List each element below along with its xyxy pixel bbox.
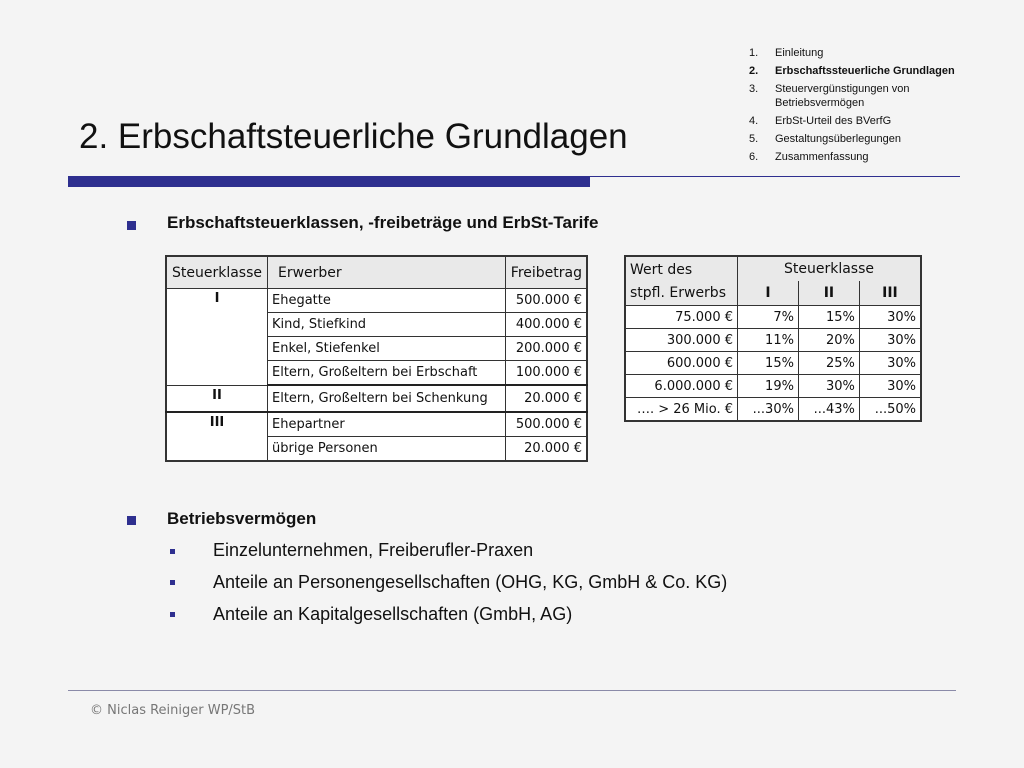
footer-divider	[68, 690, 956, 691]
column-header-class-iii: III	[859, 281, 921, 305]
agenda-item-bverfg	[749, 114, 979, 128]
column-header-class-i: I	[738, 281, 799, 305]
bullet-small-icon	[170, 612, 175, 617]
freibetrag-cell: 100.000 €	[506, 361, 588, 386]
steuerklasse-cell: III	[166, 412, 268, 461]
erwerber-cell: Kind, Stiefkind	[268, 313, 506, 337]
rate-cell: 30%	[859, 375, 921, 398]
rate-cell: 30%	[859, 329, 921, 352]
list-item: Anteile an Personengesellschaften (OHG, KG, GmbH & Co. KG)	[213, 572, 728, 592]
agenda-item-number: 3.	[749, 83, 759, 95]
wert-cell: 75.000 €	[625, 306, 738, 329]
freibetrag-cell: 400.000 €	[506, 313, 588, 337]
wert-cell: …. > 26 Mio. €	[625, 398, 738, 422]
table-row	[625, 329, 921, 352]
agenda-item-label: Einleitung	[775, 47, 824, 59]
header-wert-line1: Wert des	[630, 262, 693, 278]
table-row	[166, 385, 587, 412]
rate-cell: 11%	[738, 329, 799, 352]
rate-cell: 30%	[859, 352, 921, 375]
steuerklasse-cell: II	[166, 385, 268, 412]
bullet-square-icon	[127, 516, 136, 525]
rate-cell: 25%	[798, 352, 859, 375]
erwerber-cell: Ehepartner	[268, 412, 506, 437]
rate-cell: 20%	[798, 329, 859, 352]
table-row	[166, 289, 587, 313]
erwerber-cell: Eltern, Großeltern bei Schenkung	[268, 385, 506, 412]
erwerber-cell: Enkel, Stiefenkel	[268, 337, 506, 361]
rate-cell: 15%	[738, 352, 799, 375]
table-row	[625, 375, 921, 398]
agenda-item-number: 2.	[749, 65, 759, 77]
agenda-item-number: 1.	[749, 47, 759, 59]
rate-cell: 30%	[798, 375, 859, 398]
erwerber-cell: Ehegatte	[268, 289, 506, 313]
wert-cell: 300.000 €	[625, 329, 738, 352]
list-item: Anteile an Kapitalgesellschaften (GmbH, AG)	[213, 604, 573, 624]
rate-cell: ...30%	[738, 398, 799, 422]
rate-cell: 7%	[738, 306, 799, 329]
table-row	[166, 412, 587, 437]
rate-cell: ...50%	[859, 398, 921, 422]
freibetrag-cell: 500.000 €	[506, 289, 588, 313]
section-heading-betriebsvermoegen: Betriebsvermögen	[167, 509, 317, 528]
table-header-row	[166, 256, 587, 289]
freibetrag-table	[165, 255, 588, 462]
bullet-small-icon	[170, 580, 175, 585]
agenda-item-einleitung	[749, 46, 979, 60]
column-header-freibetrag: Freibetrag	[506, 256, 588, 289]
agenda-item-label: Zusammenfassung	[775, 151, 869, 163]
agenda-item-number: 4.	[749, 115, 759, 127]
agenda-item-gestaltung	[749, 132, 979, 146]
agenda-list	[749, 46, 979, 168]
column-header-class-ii: II	[798, 281, 859, 305]
title-accent-bar	[68, 176, 590, 187]
column-header-erwerber: Erwerber	[268, 256, 506, 289]
agenda-item-label: Erbschaftssteuerliche Grundlagen	[775, 65, 955, 77]
table-header-row	[625, 256, 921, 281]
column-header-steuerklasse: Steuerklasse	[166, 256, 268, 289]
column-header-wert	[625, 256, 738, 306]
bullet-small-icon	[170, 549, 175, 554]
steuerklasse-cell: I	[166, 289, 268, 386]
agenda-item-label: Gestaltungsüberlegungen	[775, 133, 901, 145]
rate-cell: 19%	[738, 375, 799, 398]
rate-cell: 30%	[859, 306, 921, 329]
column-header-steuerklasse: Steuerklasse	[738, 256, 922, 281]
rate-cell: ...43%	[798, 398, 859, 422]
agenda-item-label: ErbSt-Urteil des BVerfG	[775, 115, 892, 127]
erwerber-cell: Eltern, Großeltern bei Erbschaft	[268, 361, 506, 386]
table-row	[625, 306, 921, 329]
tarif-table	[624, 255, 922, 422]
freibetrag-cell: 20.000 €	[506, 385, 588, 412]
agenda-item-zusammenfassung	[749, 150, 979, 164]
title-divider	[590, 176, 960, 177]
list-item: Einzelunternehmen, Freiberufler-Praxen	[213, 540, 534, 560]
agenda-item-steuerverguenstigungen	[749, 82, 979, 110]
rate-cell: 15%	[798, 306, 859, 329]
freibetrag-cell: 500.000 €	[506, 412, 588, 437]
section-heading-steuerklassen: Erbschaftsteuerklassen, -freibeträge und ErbSt-Tarife	[167, 213, 599, 232]
freibetrag-cell: 20.000 €	[506, 436, 588, 461]
page-title: 2. Erbschaftsteuerliche Grundlagen	[79, 117, 628, 156]
freibetrag-cell: 200.000 €	[506, 337, 588, 361]
agenda-item-label: Steuervergünstigungen von Betriebsvermögen	[775, 83, 910, 109]
erwerber-cell: übrige Personen	[268, 436, 506, 461]
header-wert-line2: stpfl. Erwerbs	[630, 285, 726, 301]
agenda-item-number: 5.	[749, 133, 759, 145]
agenda-item-grundlagen	[749, 64, 979, 78]
bullet-square-icon	[127, 221, 136, 230]
table-row	[625, 352, 921, 375]
wert-cell: 600.000 €	[625, 352, 738, 375]
wert-cell: 6.000.000 €	[625, 375, 738, 398]
footer-copyright: © Niclas Reiniger WP/StB	[90, 703, 256, 718]
agenda-item-number: 6.	[749, 151, 759, 163]
table-row	[625, 398, 921, 422]
